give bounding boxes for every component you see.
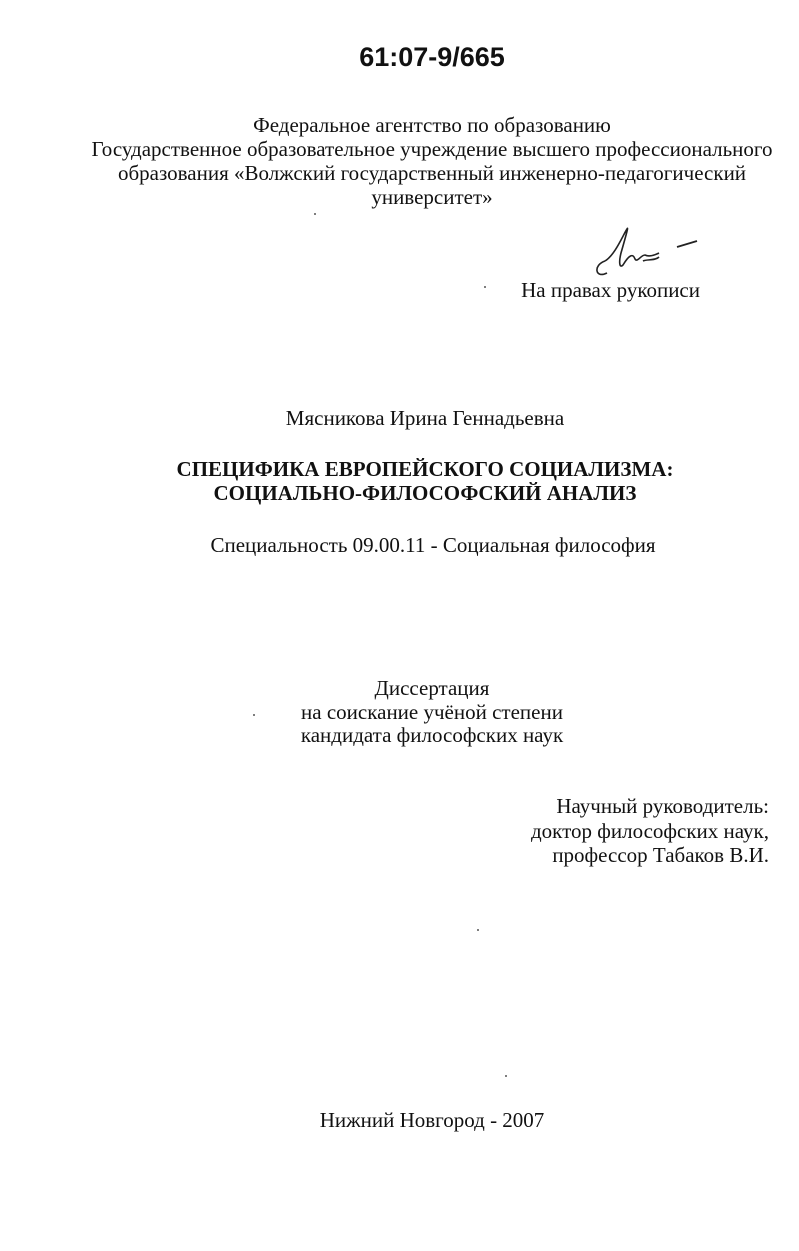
- organization-line-3: образования «Волжский государственный инженерно-педагогический: [117, 161, 747, 185]
- archive-code: 61:07-9/665: [359, 42, 505, 72]
- scan-speck: [314, 213, 316, 215]
- signature: [585, 225, 705, 285]
- supervisor-line-3: профессор Табаков В.И.: [552, 843, 769, 867]
- supervisor-line-1: Научный руководитель:: [556, 794, 769, 818]
- degree-line-1: Диссертация: [374, 676, 490, 700]
- organization-line-1: Федеральное агентство по образованию: [253, 113, 611, 137]
- city-year: Нижний Новгород - 2007: [319, 1108, 545, 1132]
- scan-speck: [253, 714, 255, 716]
- degree-line-3: кандидата философских наук: [300, 723, 564, 747]
- title-line-1: СПЕЦИФИКА ЕВРОПЕЙСКОГО СОЦИАЛИЗМА:: [176, 457, 674, 481]
- manuscript-note: На правах рукописи: [521, 278, 700, 302]
- organization-line-4: университет»: [371, 185, 493, 209]
- scan-speck: [505, 1075, 507, 1077]
- scan-speck: [484, 286, 486, 288]
- degree-line-2: на соискание учёной степени: [301, 700, 563, 724]
- title-line-2: СОЦИАЛЬНО-ФИЛОСОФСКИЙ АНАЛИЗ: [213, 481, 637, 505]
- supervisor-line-2: доктор философских наук,: [531, 819, 769, 843]
- author-name: Мясникова Ирина Геннадьевна: [285, 406, 565, 430]
- organization-line-2: Государственное образовательное учреждение высшего профессионального: [91, 137, 773, 161]
- scan-speck: [477, 929, 479, 931]
- specialty: Специальность 09.00.11 - Социальная философия: [210, 533, 656, 557]
